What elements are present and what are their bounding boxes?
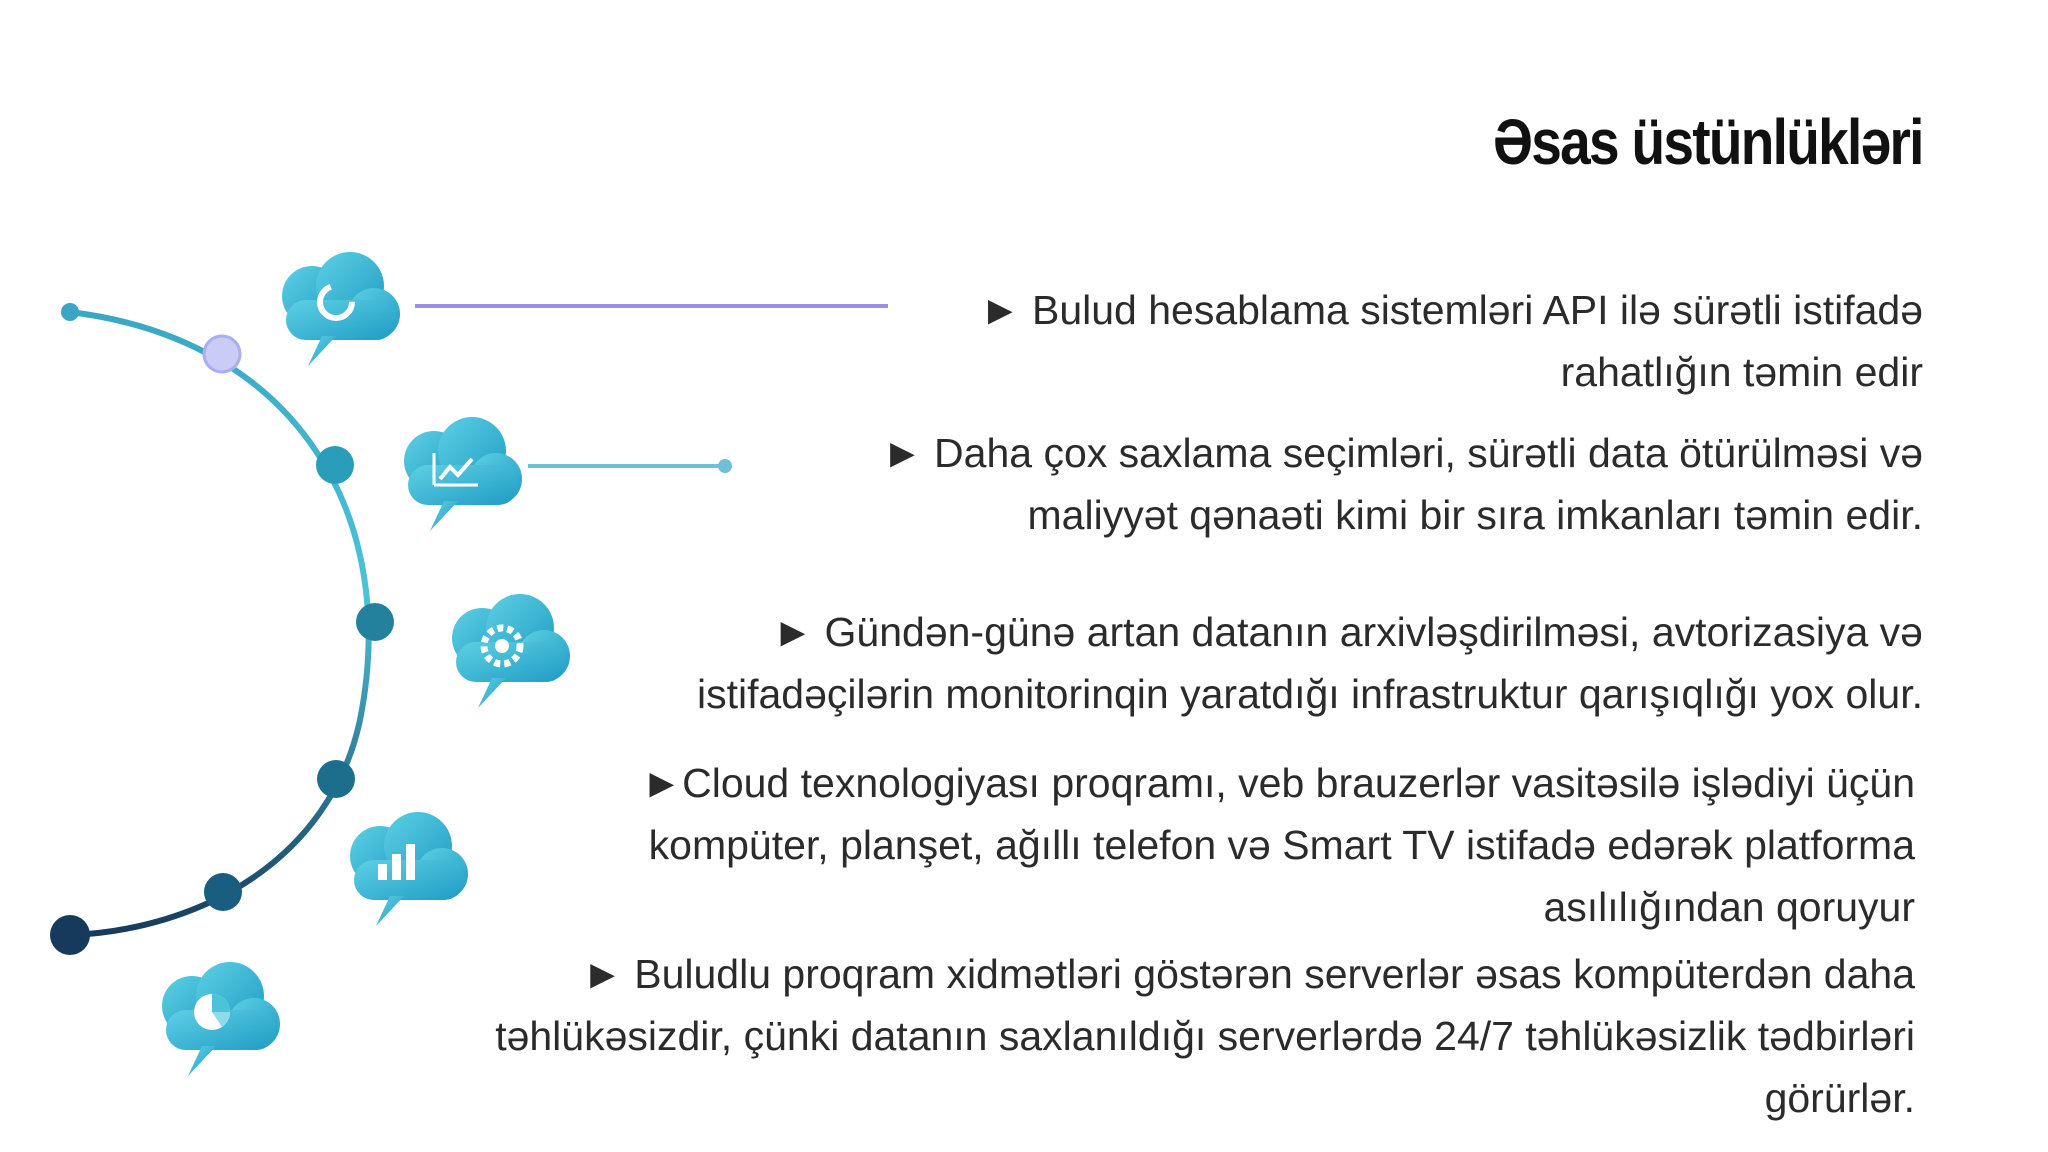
timeline-dot	[316, 446, 354, 484]
benefit-text-line: ► Daha çox saxlama seçimləri, sürətli data ötürülməsi və	[882, 430, 1923, 476]
benefit-item-4	[642, 752, 1915, 938]
timeline-dot	[317, 760, 355, 798]
timeline-dot	[50, 915, 90, 955]
benefit-text-line: ► Gündən-günə artan datanın arxivləşdirilməsi, avtorizasiya və	[772, 609, 1923, 655]
timeline-dot	[204, 873, 242, 911]
timeline-dot	[356, 603, 394, 641]
cloud-gauge-icon	[452, 594, 570, 708]
benefit-text-line: asılılığından qoruyur	[1543, 884, 1915, 930]
benefit-item-3	[697, 601, 1923, 725]
timeline-arc	[70, 312, 369, 935]
benefit-text-line: ► Bulud hesablama sistemləri API ilə sürətli istifadə	[980, 287, 1923, 333]
cloud-line-chart-icon	[404, 417, 522, 531]
benefit-text-line: ► Buludlu proqram xidmətləri göstərən serverlər əsas kompüterdən daha	[582, 951, 1915, 997]
benefit-text-line: rahatlığın təmin edir	[1560, 349, 1923, 395]
benefit-item-2	[882, 422, 1923, 546]
cloud-ring-chart-icon	[282, 252, 400, 366]
connector-dot	[718, 459, 732, 473]
timeline-dot	[61, 303, 79, 321]
slide-title: Əsas üstünlükləri	[1493, 106, 1923, 178]
cloud-pie-chart-icon	[162, 962, 280, 1076]
benefit-text-line: kompüter, planşet, ağıllı telefon və Smart TV istifadə edərək platforma	[648, 822, 1915, 868]
benefit-text-line: təhlükəsizdir, çünki datanın saxlanıldığı serverlərdə 24/7 təhlükəsizlik tədbirləri	[495, 1013, 1915, 1059]
benefit-item-5	[495, 943, 1915, 1129]
cloud-bar-chart-icon	[350, 812, 468, 926]
benefit-item-1	[980, 279, 1923, 403]
benefit-text-line: maliyyət qənaəti kimi bir sıra imkanları təmin edir.	[1027, 492, 1923, 538]
benefit-text-line: ►Cloud texnologiyası proqramı, veb brauzerlər vasitəsilə işlədiyi üçün	[641, 760, 1915, 806]
benefit-text-line: istifadəçilərin monitorinqin yaratdığı infrastruktur qarışıqlığı yox olur.	[697, 671, 1923, 717]
timeline-dot	[204, 336, 240, 372]
benefit-text-line: görürlər.	[1764, 1075, 1915, 1121]
